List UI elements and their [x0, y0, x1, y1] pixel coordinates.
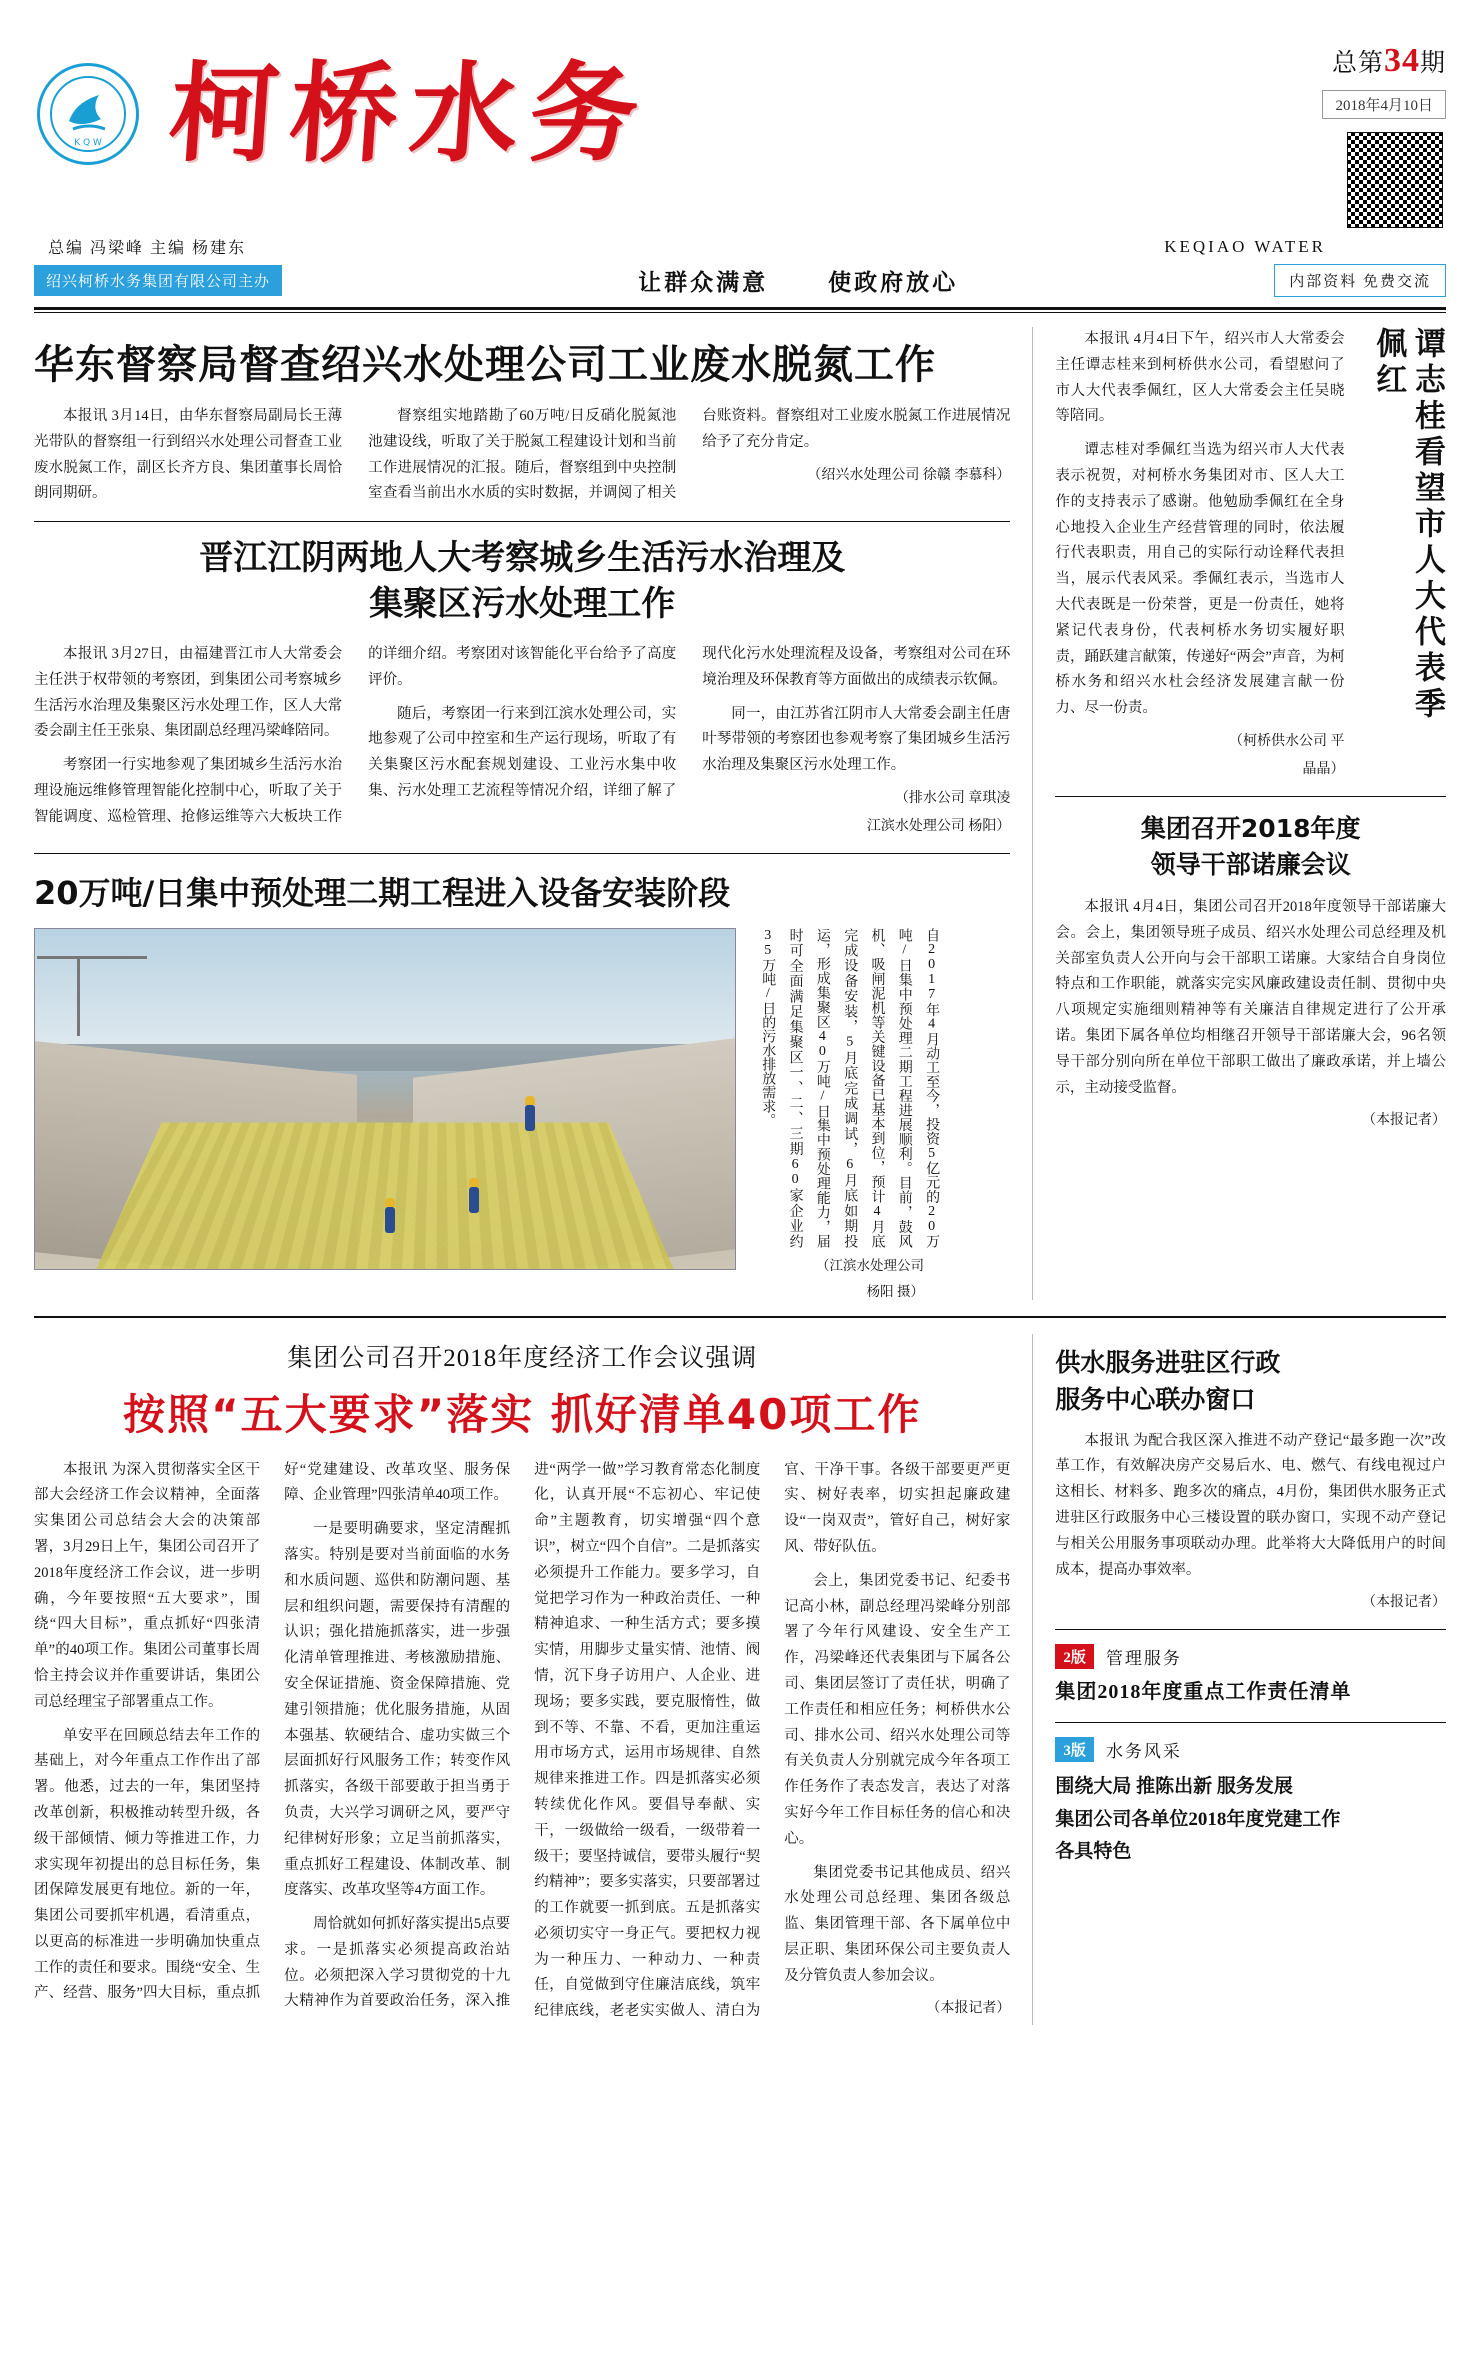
article3-caption-sig-2: 杨阳 摄）: [866, 1283, 924, 1299]
side-article3-para: 本报讯 为配合我区深入推进不动产登记“最多跑一次”改革工作，有效解决房产交易后水、电、燃气、有线电视过户这相长、材料多、跑多次的痛点，4月份，集团供水服务正式进驻区行政服务中心三楼设置的联办窗口，实现不动产登记与相关公用服务事项联动办理。此举将大大降低用户的时间成本，提高办事效率。: [1055, 1432, 1446, 1578]
main-body: [34, 327, 1446, 1300]
bottom-para: 一是要明确要求，坚定清醒抓落实。特别是要对当前面临的水务和水质问题、巡供和防潮问题、基层和组织问题，需要保持有清醒的认识；强化措施抓落实，进一步强化清单管理推进、考核激励措施、安全保证措施、资金保障措施、党建引领措施；优化服务措施，从固本强基、软硬结合、虚功实做三个层面抓好行风服务工作；转变作风抓落实，各级干部要敢于担当勇于负责，大兴学习调研之风，要严守纪律树好形象；立足当前抓落实，重点抓好工程建设、体制改革、制度落实、改革攻坚等4方面工作。: [284, 1521, 511, 1899]
side-article3-headline: [1055, 1344, 1446, 1419]
section-divider: [34, 1316, 1446, 1318]
side-article2-headline-line2: 领导干部诺廉会议: [1150, 849, 1351, 879]
logo: [34, 60, 142, 168]
article2-headline: [34, 536, 1010, 628]
side-article1-para: 谭志桂对季佩红当选为绍兴市人大代表表示祝贺，对柯桥水务集团对市、区人大工作的支持表示了感谢。他勉励季佩红在全身心地投入企业生产经营管理的同时，依法履行代表职责，用自己的实际行动诠释代表担当，展示代表风采。季佩红表示，当选市人大代表既是一份荣誉，更是一份责任，她将紧记代表身份，代表柯桥水务切实履好职责，踊跃建言献策，传递好“两会”声音，为柯桥水务和绍兴水杜会经济发展建言献一份力、尽一份责。: [1055, 442, 1345, 717]
worker-figure: [385, 1207, 395, 1233]
article1-para: 本报讯 3月14日，由华东督察局副局长王薄光带队的督察组一行到绍兴水处理公司督查工业废水脱氮工作，副区长齐方良、集团董事长周恰朗同期研。: [34, 408, 343, 502]
article2-para: 同一，由江苏省江阴市人大常委会副主任唐叶琴带领的考察团也参观考察了集团城乡生活污水治理及集聚区污水处理工作。: [702, 705, 1011, 774]
qr-code[interactable]: [1344, 129, 1446, 231]
bottom-headline: 按照“五大要求”落实 抓好清单40项工作: [123, 1389, 922, 1439]
photo-basin-floor: [96, 1123, 674, 1269]
side-article2-para: 本报讯 4月4日，集团公司召开2018年度领导干部诺廉大会。会上，集团领导班子成员、绍兴水处理公司总经理及机关部室负责人公开向与会干部职工诺廉。大家结合自身岗位特点和工作职能，就落实完实风廉政建设责任制、贯彻中央八项规定实施细则精神等有关廉洁自律规定进行了公开承诺。集团下属各单位均相继召开领导干部诺廉大会，96名领导干部分别向所在单位干部职工做出了廉政承诺，并上墙公示，主动接受监督。: [1055, 899, 1446, 1096]
worker-figure: [469, 1187, 479, 1213]
bottom-para: 会上，集团党委书记、纪委书记高小林，副总经理冯梁峰分别部署了今年行风建设、安全生产工作，冯梁峰还代表集团与下属各公司、集团层签订了责任状，明确了工作责任和相应任务；柯桥供水公司、排水公司、绍兴水处理公司等有关负责人分别就完成今年各项工作任务作了表态发言，表达了对落实好今年工作目标任务的信心和决心。: [784, 1572, 1011, 1847]
issue-date: 2018年4月10日: [1322, 90, 1446, 119]
page-number-badge: 2版: [1055, 1644, 1094, 1669]
masthead-rule-thin: [34, 312, 1446, 313]
water-drop-icon: [37, 63, 139, 165]
page-3-promo-line1[interactable]: 围绕大局 推陈出新 服务发展: [1055, 1776, 1293, 1798]
side-article1-headline: 谭志桂看望市人大代表季佩红: [1370, 327, 1445, 723]
article2-headline-line2: 集聚区污水处理工作: [369, 584, 676, 625]
side-article2-sig: （本报记者）: [1362, 1113, 1446, 1129]
article2-headline-line1: 晋江江阴两地人大考察城乡生活污水治理及: [199, 538, 846, 579]
side-article3-sig: （本报记者）: [1362, 1595, 1446, 1611]
side-article1-sig-1: （柯桥供水公司 平: [1229, 733, 1345, 749]
article3-headline: 20万吨/日集中预处理二期工程进入设备安装阶段: [34, 873, 731, 912]
masthead-bar: [34, 264, 1446, 297]
bottom-main: [34, 1334, 1010, 2026]
bottom-section: [34, 1334, 1446, 2026]
slogan-left: 让群众满意: [638, 270, 769, 295]
article1-body: [34, 404, 1010, 507]
issue-suffix: 期: [1419, 50, 1446, 77]
side-article3-headline-line2: 服务中心联办窗口: [1055, 1385, 1256, 1415]
editors-line: 总编 冯梁峰 主编 杨建东: [48, 240, 247, 257]
main-column: [34, 327, 1010, 1300]
article2-para: 考察团一行实地参观了集团城乡生活污水治理设施远维修管理智能化控制中心，听取了关于智能调度、巡检管理、抢修运维等六大板块工作的详细介绍。考察团对该智能化平台给予了高度评价。: [34, 645, 677, 825]
bottom-body: [34, 1458, 1010, 2026]
article1-para: 督察组实地踏勘了60万吨/日反硝化脱氮池池建设线，听取了关于脱氮工程建设计划和当前工作进展情况的汇报。随后，督察组到中央控制室查看当前出水水质的实时数据，并调阅了相关台账资料。督察组对工业废水脱氮工作进展情况给予了充分肯定。: [368, 408, 1011, 502]
side-article3-headline-line1: 供水服务进驻区行政: [1055, 1347, 1281, 1377]
bottom-sidebar: [1032, 1334, 1446, 2026]
internal-note: 内部资料 免费交流: [1274, 264, 1446, 297]
side-article2-headline-line1: 集团召开2018年度: [1140, 813, 1361, 843]
paper-title: 柯桥水务: [165, 51, 655, 177]
article2-signature-1: （排水公司 章琪凌: [894, 790, 1011, 806]
slogan-right: 使政府放心: [828, 270, 959, 295]
article3-body: [34, 928, 1010, 1300]
svg-text:K Q W: K Q W: [74, 138, 102, 148]
sponsor-badge: 绍兴柯桥水务集团有限公司主办: [34, 265, 282, 296]
page-number-badge: 3版: [1055, 1737, 1094, 1762]
article1-headline: 华东督察局督查绍兴水处理公司工业废水脱氮工作: [34, 342, 936, 388]
article1-signature: （绍兴水处理公司 徐赣 李慕科）: [807, 467, 1011, 483]
construction-site-photo: [34, 928, 736, 1270]
paper-pinyin: KEQIAO WATER: [1164, 236, 1326, 256]
page-3-promo-line3[interactable]: 各具特色: [1055, 1840, 1132, 1862]
divider: [34, 521, 1010, 522]
divider: [1055, 1629, 1446, 1630]
page-2-promo[interactable]: 集团2018年度重点工作责任清单: [1055, 1681, 1352, 1704]
article2-para: 本报讯 3月27日，由福建晋江市人大常委会主任洪于权带领的考察团，到集团公司考察城乡生活污水治理及集聚区污水处理工作，区人大常委会副主任王张泉、集团副总经理冯梁峰陪同。: [34, 645, 343, 740]
side-article1-text: [1055, 327, 1344, 782]
article3-caption-block: [736, 927, 940, 1300]
worker-figure: [525, 1105, 535, 1131]
sidebar-column: [1032, 327, 1446, 1300]
article3-caption: 自2017年4月动工至今，投资5亿元的20万吨/日集中预处理二期工程进展顺利。目前，鼓风机、吸闸泥机等关键设备已基本到位，预计4月底完成设备安装，5月底完成调试，6月底如期投运，形成集聚区40万吨/日集中预处理能力，届时可全面满足集聚区一、二、三期60家企业约35万吨/日的污水排放需求。: [760, 927, 940, 1248]
side-article1-para: 本报讯 4月4日下午，绍兴市人大常委会主任谭志桂来到柯桥供水公司，看望慰问了市人大代表季佩红，区人大常委会主任吴晓等陪同。: [1055, 331, 1345, 425]
masthead: [34, 26, 1446, 231]
page-3-promo-line2[interactable]: 集团公司各单位2018年度党建工作: [1055, 1808, 1341, 1830]
divider: [1055, 796, 1446, 797]
side-article1: [1055, 327, 1446, 782]
masthead-left: [34, 26, 655, 177]
bottom-para: 周恰就如何抓好落实提出5点要求。一是抓落实必须提高政治站位。必须把深入学习贯彻党的十九大精神作为首要政治任务，深入推进“两学一做”学习教育常态化制度化，认真开展“不忘初心、牢记使命”主题教育，切实增强“四个意识”，树立“四个自信”。二是抓落实必须提升工作能力。要多学习，自觉把学习作为一种政治责任、一种精神追求、一种生活方式；要多摸实情，用脚步丈量实情、池情、阀情，沉下身子访用户、人企业、进现场；要多实践，要克服惰性，做到不等、不靠、不看，更加注重运用市场方式，运用市场规律、自然规律来推进工作。四是抓落实必须转续优化作风。要倡导奉献、实干，一级做给一级看，一级带着一级干；要坚持诚信，要带头履行“契约精神”；要多实落实，只要部署过的工作就要一抓到底。五是抓落实必须切实守一身正气。要把权力视为一种压力、一种动力、一种责任，自觉做到守住廉洁底线，筑牢纪律底线，老老实实做人、清白为官、干净干事。各级干部要更严更实、树好表率，切实担起廉政建设“一岗双责”，管好自己，树好家风、带好队伍。: [284, 1461, 1011, 2020]
bottom-para: 单安平在回顾总结去年工作的基础上，对今年重点工作作出了部署。他悉，过去的一年，集团坚持改革创新，积极推动转型升级，各级干部倾情、倾力等推进工作，力求实现年初提出的总目标任务，集团保障发展更有地位。新的一年，集团公司要抓牢机遇，看清重点，以更高的标准进一步明确加快重点工作的责任和要求。围绕“安全、生产、经营、服务”四大目标，重点抓好“党建建设、改革攻坚、服务保障、企业管理”四张清单40项工作。: [34, 1461, 511, 2002]
bottom-para: 本报讯 为深入贯彻落实全区干部大会经济工作会议精神，全面落实集团公司总结会大会的决策部署，3月29日上午，集团公司召开了2018年度经济工作会议，进一步明确，今年要按照“五大要求”，围绕“四大目标”，重点抓好“四张清单”的40项工作。集团公司董事长周恰主持会议并作重要讲话，集团公司总经理宝子部署重点工作。: [34, 1461, 261, 1710]
page-tag-3[interactable]: [1055, 1737, 1446, 1762]
side-article2-headline: [1055, 811, 1446, 884]
crane-icon: [77, 956, 80, 1036]
article2-signature-2: 江滨水处理公司 杨阳）: [866, 818, 1011, 834]
bottom-kicker: 集团公司召开2018年度经济工作会议强调: [287, 1344, 758, 1372]
divider: [34, 853, 1010, 854]
page-tag-2[interactable]: [1055, 1644, 1446, 1669]
article2-body: [34, 642, 1010, 839]
side-article1-sig-2: 晶晶）: [1302, 761, 1345, 777]
issue-number: 34: [1383, 42, 1420, 79]
masthead-rule: [34, 307, 1446, 310]
masthead-subline: [34, 235, 1446, 258]
page-tag-label: 管理服务: [1105, 1649, 1182, 1669]
masthead-right: [1156, 26, 1446, 231]
article3-caption-sig-1: （江滨水处理公司: [816, 1257, 924, 1273]
bottom-para: 集团党委书记其他成员、绍兴水处理公司总经理、集团各级总监、集团管理干部、各下属单位中层正职、集团环保公司主要负责人及分管负责人参加会议。: [784, 1864, 1011, 1984]
divider: [1055, 1722, 1446, 1723]
issue-line: [1156, 42, 1446, 80]
slogans: [638, 264, 958, 297]
article2-para: 随后，考察团一行来到江滨水处理公司，实地参观了公司中控室和生产运行现场，听取了有关集聚区污水配套规划建设、工业污水集中收集、污水处理工艺流程等情况介绍，详细了解了现代化污水处理流程及设备，考察组对公司在环境治理及环保教育等方面做出的成绩表示钦佩。: [368, 645, 1011, 799]
issue-prefix: 总第: [1331, 50, 1384, 77]
photo-sky: [35, 929, 735, 1051]
bottom-signature: （本报记者）: [926, 2001, 1011, 2017]
page-tag-label: 水务风采: [1105, 1742, 1182, 1762]
